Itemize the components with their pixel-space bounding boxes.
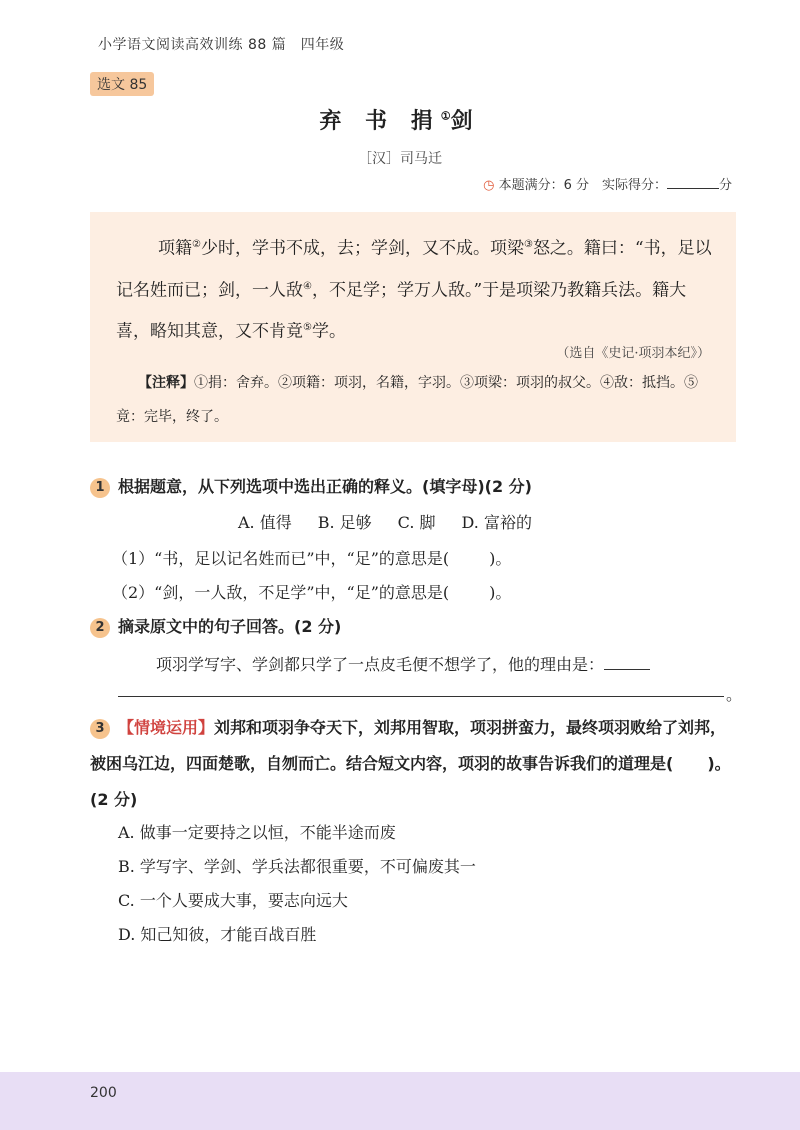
- book-header: 小学语文阅读高效训练 88 篇 四年级: [98, 37, 345, 53]
- sub-question-end: )。: [489, 583, 512, 602]
- question-number: 2: [90, 618, 110, 638]
- passage-box: [90, 212, 736, 442]
- passage-seg: 学。: [311, 321, 346, 342]
- question-prompt: 根据题意，从下列选项中选出正确的释义。(填字母)(2 分): [118, 477, 532, 496]
- title-text-2: 剑: [450, 108, 481, 134]
- q3-option-a: A. 做事一定要持之以恒，不能半途而废: [118, 823, 396, 842]
- passage-seg: 怒之。籍曰：“书，足以记名姓而已；剑，一人敌: [116, 238, 712, 301]
- question-text: 项羽学写字、学剑都只学了一点皮毛便不想学了，他的理由是：: [156, 655, 605, 674]
- context-tag: 【情境运用】: [118, 718, 215, 737]
- q3-option-d: D. 知己知彼，才能百战百胜: [118, 925, 317, 944]
- passage-text: [116, 226, 714, 351]
- score-label: 本题满分：6 分 实际得分：: [498, 178, 667, 193]
- score-info: [483, 174, 732, 193]
- option-d: D. 富裕的: [461, 513, 532, 532]
- passage-tag: 选文 85: [90, 72, 154, 96]
- question-2: [90, 614, 341, 638]
- sub-question-text: （1）“书，足以记名姓而已”中，“足”的意思是(: [112, 549, 450, 568]
- question-prompt: 摘录原文中的句子回答。(2 分): [118, 617, 342, 636]
- sub-question-end: )。: [489, 549, 512, 568]
- q1-sub-1: [112, 546, 511, 569]
- note-mark: ②: [192, 239, 201, 250]
- question-3: [90, 710, 740, 818]
- q2-text: [156, 652, 650, 675]
- note-mark: ④: [303, 280, 312, 292]
- sub-question-text: （2）“剑，一人敌，不足学”中，“足”的意思是(: [112, 583, 450, 602]
- q1-options: [238, 510, 558, 533]
- article-title: [0, 104, 800, 135]
- q2-end: 。: [726, 685, 743, 704]
- notes-text: ①捐：舍弃。②项籍：项羽，名籍，字羽。③项梁：项羽的叔父。④敌：抵挡。⑤竟：完毕，终了。: [116, 375, 698, 425]
- score-blank[interactable]: [667, 176, 719, 189]
- question-number: 3: [90, 719, 110, 739]
- passage-notes: [116, 366, 714, 434]
- question-prompt: 刘邦和项羽争夺天下，刘邦用智取，项羽拼蛮力，最终项羽败给了刘邦，被困乌江边，四面楚歌，自刎而亡。结合短文内容，项羽的故事告诉我们的道理是(: [90, 718, 727, 773]
- footer-band: [0, 1072, 800, 1130]
- passage-source: （选自《史记·项羽本纪》）: [556, 346, 710, 361]
- title-text-1: 弃 书 捐: [319, 108, 441, 134]
- page-number: 200: [90, 1085, 117, 1101]
- passage-seg: 项籍: [158, 238, 192, 259]
- question-1: [90, 474, 532, 498]
- clock-icon: ◷: [483, 178, 495, 193]
- question-number: 1: [90, 478, 110, 498]
- title-note-mark: ①: [440, 109, 451, 123]
- passage-seg: 少时，学书不成，去；学剑，又不成。项梁: [200, 238, 524, 259]
- q3-option-c: C. 一个人要成大事，要志向远大: [118, 891, 348, 910]
- score-unit: 分: [718, 178, 732, 193]
- q1-sub-2: [112, 580, 511, 603]
- note-mark: ⑤: [303, 322, 312, 334]
- article-author: ［汉］司马迁: [358, 151, 442, 167]
- answer-line[interactable]: [118, 696, 724, 697]
- q3-option-b: B. 学写字、学剑、学兵法都很重要，不可偏废其一: [118, 857, 476, 876]
- option-c: C. 脚: [397, 513, 436, 532]
- answer-blank[interactable]: [604, 657, 650, 670]
- note-mark: ③: [523, 239, 533, 250]
- notes-label: 【注释】: [138, 375, 194, 391]
- option-b: B. 足够: [317, 513, 372, 532]
- question-prompt-end: )。(2 分): [90, 754, 731, 809]
- option-a: A. 值得: [238, 513, 292, 532]
- passage-seg: ，不足学；学万人敌。”于是项梁乃教籍兵法。籍大喜，略知其意，又不肯竟: [116, 280, 687, 342]
